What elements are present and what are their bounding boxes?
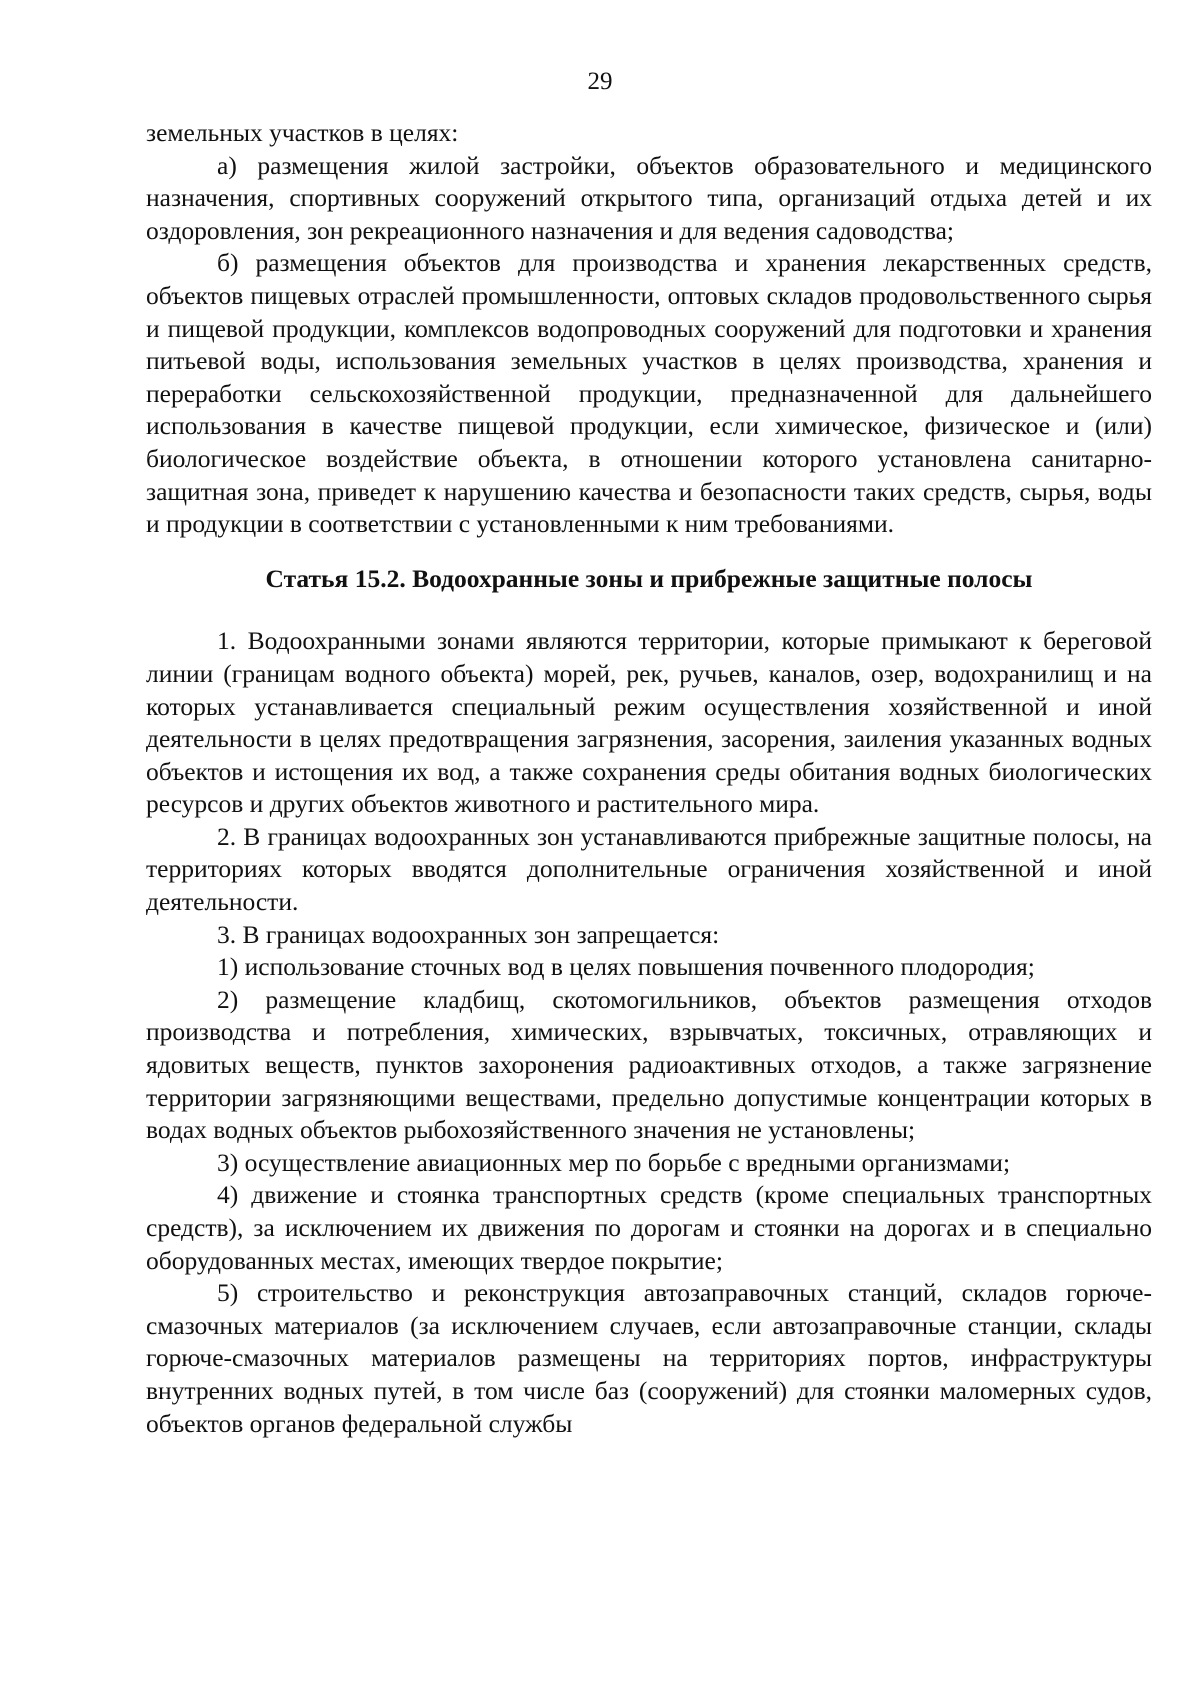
paragraph-subitem-1: 1) использование сточных вод в целях повышения почвенного плодородия; [217,952,1035,982]
paragraph-continuation: земельных участков в целях: [146,118,459,147]
paragraph-item-b: б) размещения объектов для производства и хранения лекарственных средств, объектов пищевых отраслей промышленности, оптовых складов продовольственного сырья и пищевой продукции, комплексов водопроводных сооружений для подготовки и хранения питьевой воды, использования земельных участков в целях производства, хранения и переработки сельскохозяйственной продукции, предназначенной для дальнейшего использования в качестве пищевой продукции, если химическое, физическое и (или) биологическое воздействие объекта, в отношении которого установлена санитарно-защитная зона, приведет к нарушению качества и безопасности таких средств, сырья, воды и продукции в соответствии с установленными к ним требованиями. [146,248,1152,539]
paragraph-subitem-4: 4) движение и стоянка транспортных средств (кроме специальных транспортных средств), за исключением их движения по дорогам и стоянки на дорогах и в специально оборудованных местах, имеющих твердое покрытие; [146,1180,1152,1275]
paragraph-subitem-3: 3) осуществление авиационных мер по борьбе с вредными организмами; [217,1147,1011,1177]
paragraph-item-a: а) размещения жилой застройки, объектов образовательного и медицинского назначения, спортивных сооружений открытого типа, организаций отдыха детей и их оздоровления, зон рекреационного назначения и для ведения садоводства; [146,150,1152,245]
paragraph-clause-2: 2. В границах водоохранных зон устанавливаются прибрежные защитные полосы, на территориях которых вводятся дополнительные ограничения хозяйственной и иной деятельности. [146,821,1152,917]
paragraph-clause-1: 1. Водоохранными зонами являются территории, которые примыкают к береговой линии (границам водного объекта) морей, рек, ручьев, каналов, озер, водохранилищ и на которых устанавливается специальный режим осуществления хозяйственной и иной деятельности в целях предотвращения загрязнения, засорения, заиления указанных водных объектов и истощения их вод, а также сохранения среды обитания водных биологических ресурсов и других объектов животного и растительного мира. [146,626,1152,819]
paragraph-subitem-2: 2) размещение кладбищ, скотомогильников, объектов размещения отходов производства и потребления, химических, взрывчатых, токсичных, отравляющих и ядовитых веществ, пунктов захоронения радиоактивных отходов, а также загрязнение территории загрязняющими веществами, предельно допустимые концентрации которых в водах водных объектов рыбохозяйственного значения не установлены; [146,984,1152,1145]
page-number: 29 [587,68,613,95]
article-heading: Статья 15.2. Водоохранные зоны и прибрежные защитные полосы [265,563,1033,593]
document-body [146,117,1152,1440]
paragraph-subitem-5: 5) строительство и реконструкция автозаправочных станций, складов горюче-смазочных материалов (за исключением случаев, если автозаправочные станции, склады горюче-смазочных материалов размещены на территориях портов, инфраструктуры внутренних водных путей, в том числе баз (сооружений) для стоянки маломерных судов, объектов органов федеральной службы [146,1278,1152,1438]
paragraph-clause-3: 3. В границах водоохранных зон запрещается: [217,919,720,949]
